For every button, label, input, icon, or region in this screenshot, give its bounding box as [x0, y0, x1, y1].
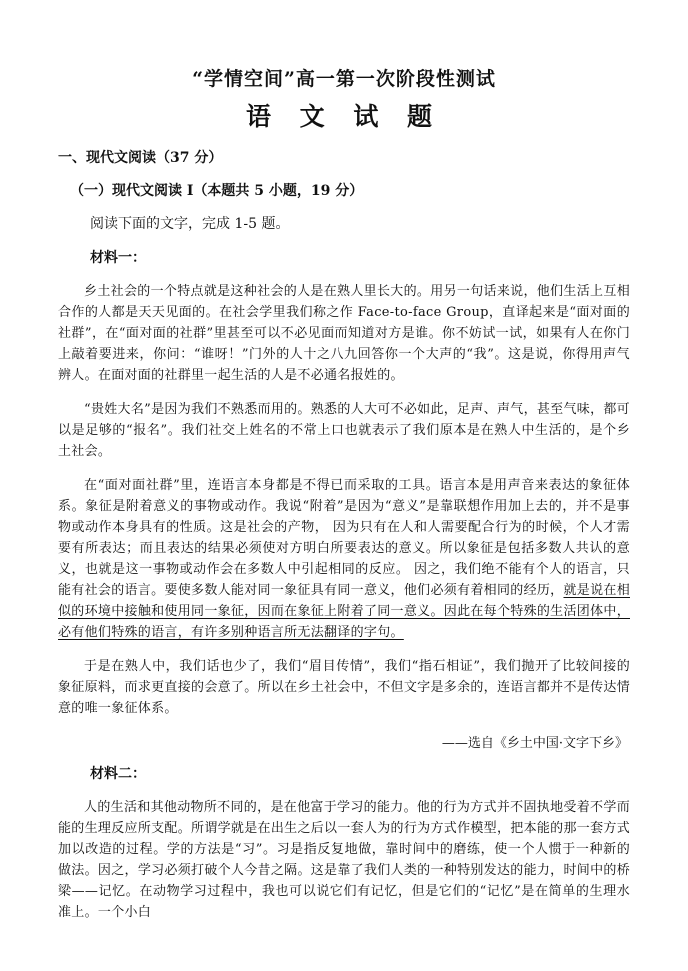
material-2-label: 材料二： — [90, 766, 146, 782]
paragraph-3 — [58, 475, 630, 643]
exam-title: “学情空间”高一第一次阶段性测试 — [192, 68, 496, 90]
source-citation: ——选自《乡土中国·文字下乡》 — [441, 736, 628, 751]
paragraph-2: “贵姓大名”是因为我们不熟悉而用的。熟悉的人大可不必如此，足声、声气，甚至气味，都可以是足够的“报名”。我们社交上姓名的不常上口也就表示了我们原本是在熟人中生活的，是个乡土社会。 — [58, 402, 630, 459]
exam-subtitle: 语 文 试 题 — [245, 102, 443, 131]
paragraph-4: 于是在熟人中，我们话也少了，我们“眉目传情”，我们“指石相证”，我们抛开了比较间接的象征原料，而求更直接的会意了。所以在乡土社会中，不但文字是多余的，连语言都并不是传达情意的唯一象征体系。 — [58, 659, 630, 716]
paragraph-5: 人的生活和其他动物所不同的，是在他富于学习的能力。他的行为方式并不固执地受着不学而能的生理反应所支配。所谓学就是在出生之后以一套人为的行为方式作模型，把本能的那一套方式加以改造的过程。学的方法是“习”。习是指反复地做，靠时间中的磨练，使一个人惯于一种新的做法。因之，学习必须打破个人今昔之隔。这是靠了我们人类的一种特别发达的能力，时间中的桥梁——记忆。在动物学习过程中，我也可以说它们有记忆，但是它们的“记忆”是在简单的生理水准上。一个小白 — [58, 800, 630, 920]
subsection-heading: （一）现代文阅读 I（本题共 5 小题，19 分） — [70, 183, 364, 199]
paragraph-1: 乡土社会的一个特点就是这种社会的人是在熟人里长大的。用另一句话来说，他们生活上互相合作的人都是天天见面的。在社会学里我们称之作 Face-to-face Group，直译起来是“面对面的社群”，在“面对面的社群”里甚至可以不必见面而知道对方是谁。你不妨试一试，如果有人在你门上敲着要进来，你问：“谁呀！”门外的人十之八九回答你一个大声的“我”。这是说，你得用声气辨人。在面对面的社群里一起生活的人是不必通名报姓的。 — [58, 284, 630, 383]
instruction-text: 阅读下面的文字，完成 1-5 题。 — [90, 216, 290, 232]
paragraph-3-underlined: 就是说在相似的环境中接触和使用同一象征，因而在象征上附着了同一意义。因此在每个特殊的生活团体中，必有他们特殊的语言，有许多别种语言所无法翻译的字句。 — [58, 583, 630, 640]
section-heading: 一、现代文阅读（37 分） — [58, 150, 223, 166]
paragraph-3-text: 在“面对面社群”里，连语言本身都是不得已而采取的工具。语言本是用声音来表达的象征体系。象征是附着意义的事物或动作。我说“附着”是因为“意义”是靠联想作用加上去的，并不是事物或动作本身具有的性质。这是社会的产物， 因为只有在人和人需要配合行为的时候，个人才需要有所表达；而且表达的结果必须使对方明白所要表达的意义。所以象征是包括多数人共认的意义，也就是这一事物或动作会在多数人中引起相同的反应。 因之，我们绝不能有个人的语言，只能有社会的语言。要使多数人能对同一象征具有同一意义，他们必须有着相同的经历， — [58, 478, 630, 598]
material-1-label: 材料一： — [90, 250, 146, 266]
